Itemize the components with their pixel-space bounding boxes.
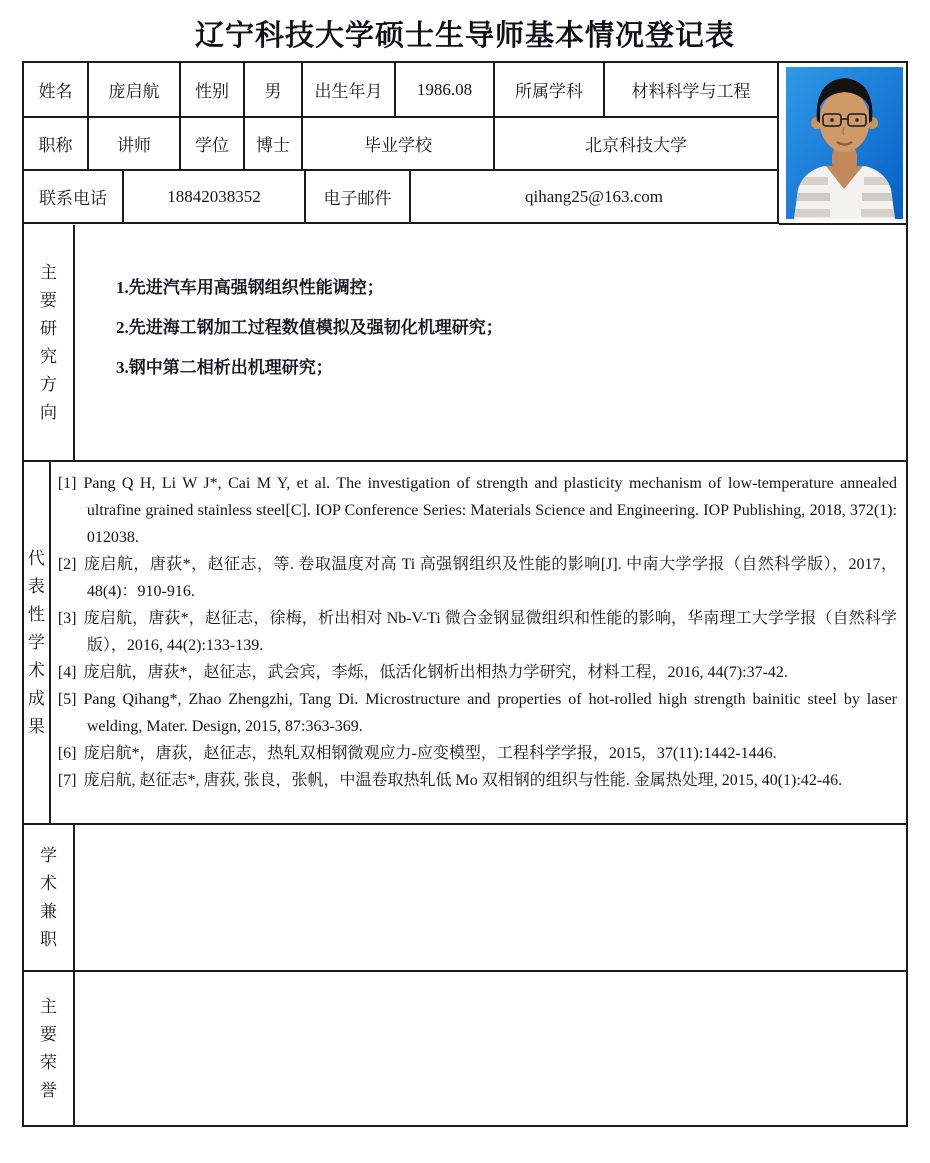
section-positions-label-cell [24, 825, 75, 970]
research-content [75, 225, 906, 460]
job-title-label: 职称 [24, 118, 89, 171]
section-research-label-cell [24, 225, 75, 460]
birth-value: 1986.08 [396, 63, 495, 118]
publication-text: Pang Q H, Li W J*, Cai M Y, et al. The investigation of strength and plasticity mechanism of low-temperature annealed ultrafine grained stainless steel[C]. IOP Conference Series: Materials Science and Engineering. IOP Publishing, 2018, 372(1): 012038. [83, 475, 897, 546]
degree-value: 博士 [245, 118, 303, 171]
phone-label: 联系电话 [24, 171, 124, 224]
publication-text: 庞启航，唐荻*，赵征志，徐梅，析出相对 Nb-V-Ti 微合金钢显微组织和性能的影响，华南理工大学学报（自然科学版），2016, 44(2):133-139. [83, 610, 897, 654]
section-positions [24, 825, 906, 972]
discipline-value: 材料科学与工程 [605, 63, 779, 118]
header-block [24, 63, 906, 225]
publication-marker: [2] [57, 556, 77, 573]
publications-content [51, 462, 906, 823]
name-label: 姓名 [24, 63, 89, 118]
gender-value: 男 [245, 63, 303, 118]
research-item: 1.先进汽车用高强钢组织性能调控； [116, 278, 384, 297]
publication-item [58, 740, 897, 767]
positions-content [75, 825, 906, 970]
research-item: 3.钢中第二相析出机理研究； [116, 358, 333, 377]
publication-item [58, 659, 897, 686]
publication-item [58, 605, 897, 659]
publication-text: 庞启航，唐荻*，赵征志，等. 卷取温度对高 Ti 高强钢组织及性能的影响[J]. 中南大学学报（自然科学版），2017，48(4)：910-916. [83, 556, 897, 600]
section-publications-label: 代表性学术成果 [27, 548, 45, 736]
name-value: 庞启航 [89, 63, 181, 118]
email-label: 电子邮件 [306, 171, 411, 224]
publication-marker: [4] [57, 664, 77, 681]
publication-marker: [1] [57, 475, 77, 492]
honors-content [75, 972, 906, 1125]
publication-marker: [7] [57, 772, 77, 789]
publication-text: 庞启航, 赵征志*, 唐荻, 张良，张帆，中温卷取热轧低 Mo 双相钢的组织与性能. 金属热处理, 2015, 40(1):42-46. [83, 772, 843, 789]
header-row-1 [24, 63, 779, 118]
section-positions-label: 学术兼职 [40, 845, 57, 949]
gender-label: 性别 [181, 63, 245, 118]
job-title-value: 讲师 [89, 118, 181, 171]
publication-item [58, 686, 897, 740]
school-label: 毕业学校 [303, 118, 495, 171]
publication-marker: [3] [57, 610, 77, 627]
publication-item [58, 767, 897, 794]
discipline-label: 所属学科 [495, 63, 605, 118]
section-publications-label-cell [24, 462, 51, 823]
degree-label: 学位 [181, 118, 245, 171]
research-item: 2.先进海工钢加工过程数值模拟及强韧化机理研究； [116, 318, 503, 337]
publication-text: 庞启航*，唐荻，赵征志，热轧双相钢微观应力-应变模型，工程科学学报，2015，37(11):1442-1446. [83, 745, 777, 762]
email-value: qihang25@163.com [411, 171, 779, 224]
section-honors [24, 972, 906, 1125]
publication-text: Pang Qihang*, Zhao Zhengzhi, Tang Di. Microstructure and properties of hot-rolled high strength bainitic steel by laser welding, Mater. Design, 2015, 87:363-369. [83, 691, 897, 735]
id-photo [786, 67, 903, 219]
section-research-label: 主要研究方向 [40, 262, 57, 422]
publication-item [58, 551, 897, 605]
school-value: 北京科技大学 [495, 118, 779, 171]
section-research [24, 225, 906, 462]
registration-form-table [22, 61, 908, 1127]
section-honors-label-cell [24, 972, 75, 1125]
header-fields [24, 63, 779, 225]
section-publications [24, 462, 906, 825]
publication-marker: [5] [57, 691, 77, 708]
header-row-3 [24, 171, 779, 224]
publication-item [58, 470, 897, 551]
header-row-2 [24, 118, 779, 171]
birth-label: 出生年月 [303, 63, 396, 118]
section-honors-label: 主要荣誉 [40, 996, 57, 1100]
publication-text: 庞启航，唐荻*，赵征志，武会宾，李烁，低活化钢析出相热力学研究，材料工程，2016, 44(7):37-42. [83, 664, 788, 681]
publication-marker: [6] [57, 745, 77, 762]
phone-value: 18842038352 [124, 171, 306, 224]
photo-cell [779, 63, 906, 225]
page-title: 辽宁科技大学硕士生导师基本情况登记表 [194, 20, 735, 52]
